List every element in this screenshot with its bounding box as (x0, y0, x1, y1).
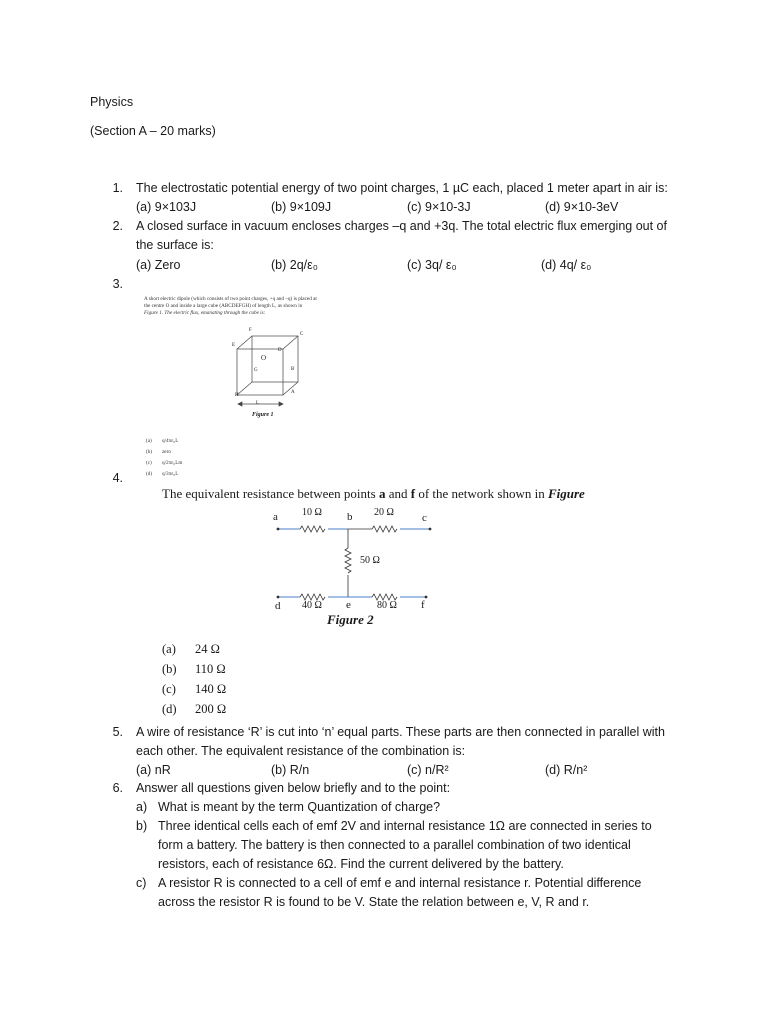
option-d: (d) 4q/ ε₀ (541, 258, 592, 272)
question-text: The equivalent resistance between points a and f of the network shown in Figure (162, 486, 585, 501)
option-label-b: (b) (146, 449, 153, 455)
vertex-label: C (300, 332, 304, 337)
option-label-d: (d) (146, 471, 153, 477)
vertex-label: B (291, 367, 295, 372)
question-number: 5. (112, 725, 123, 739)
node-f-label: f (421, 599, 425, 611)
question-number: 1. (112, 181, 123, 195)
part-b-line-1: Three identical cells each of emf 2V and internal resistance 1Ω are connected in series to (158, 819, 652, 833)
vertex-label: H (235, 393, 239, 398)
vertex-label: E (232, 343, 236, 348)
part-label-a: a) (136, 800, 148, 814)
node-a-dot (277, 528, 280, 531)
node-d-label: d (275, 600, 281, 612)
node-a-label: a (273, 511, 278, 523)
option-a: q/4πε₀L (162, 438, 179, 444)
resistor-be (345, 548, 351, 573)
vertex-label: G (254, 368, 258, 373)
figure-caption: Figure 1 (252, 412, 274, 418)
resistor-ab (300, 526, 325, 532)
node-c-dot (429, 528, 432, 531)
question-text-line-1: A wire of resistance ‘R’ is cut into ‘n’ equal parts. These parts are then connected in parallel with (136, 725, 665, 739)
subject-title: Physics (90, 95, 134, 109)
option-c: (c) 3q/ ε₀ (407, 258, 457, 272)
part-label-c: c) (136, 876, 147, 890)
part-c-line-2: across the resistor R is found to be V. State the relation between e, V, R and r. (158, 895, 590, 909)
question-text-line-2: the surface is: (136, 238, 214, 252)
option-c: (c) 9×10-3J (407, 200, 471, 214)
part-b-line-3: resistors, each of resistance 6Ω. Find the current delivered by the battery. (158, 857, 564, 871)
option-b: (b) R/n (271, 763, 310, 777)
question-number: 6. (112, 781, 123, 795)
figure-caption: Figure 2 (327, 612, 374, 627)
option-b: (b) 2q/ε₀ (271, 258, 318, 272)
length-label: L (256, 401, 260, 406)
question-number: 2. (112, 219, 123, 233)
part-a-text: What is meant by the term Quantization of charge? (158, 800, 441, 814)
node-f-dot (425, 596, 428, 599)
part-b-line-2: form a battery. The battery is then connected to a parallel combination of two identical (158, 838, 631, 852)
question-text: The electrostatic potential energy of two point charges, 1 µC each, placed 1 meter apart in air is: (136, 181, 668, 195)
question-text-line-3: Figure 1. The electric flux, emanating through the cube is: (144, 310, 266, 316)
option-a: 24 Ω (195, 642, 220, 656)
resistor-be-label: 50 Ω (360, 555, 380, 566)
option-d: 200 Ω (195, 702, 227, 716)
option-label-b: (b) (162, 662, 177, 676)
option-a: (a) Zero (136, 258, 181, 272)
option-c: (c) n/R² (407, 763, 449, 777)
option-label-c: (c) (146, 460, 152, 466)
question-text-line-2: each other. The equivalent resistance of the combination is: (136, 744, 466, 758)
option-b: 110 Ω (195, 662, 226, 676)
option-b: zero (162, 449, 171, 455)
resistor-bc (372, 526, 397, 532)
option-d: (d) R/n² (545, 763, 588, 777)
vertex-label: A (291, 390, 295, 395)
part-c-line-1: A resistor R is connected to a cell of emf e and internal resistance r. Potential difference (158, 876, 642, 890)
question-number: 3. (112, 277, 123, 291)
node-b-label: b (347, 511, 353, 523)
question-text-line-1: A short electric dipole (which consists of two point charges, +q and –q) is placed at (144, 296, 317, 302)
resistor-de-label: 40 Ω (302, 600, 322, 611)
question-text-line-1: A closed surface in vacuum encloses charges –q and +3q. The total electric flux emerging out of (136, 219, 667, 233)
option-c: q/2πε₀Lm (162, 460, 183, 466)
question-number: 4. (112, 471, 123, 485)
question-text-line-2: the centre O and inside a large cube (ABCDEFGH) of length L, as shown in (144, 303, 303, 309)
option-b: (b) 9×109J (271, 200, 332, 214)
option-a: (a) 9×103J (136, 200, 197, 214)
node-e-label: e (346, 599, 351, 611)
vertex-label: F (249, 328, 252, 333)
resistor-ef-label: 80 Ω (377, 600, 397, 611)
vertex-label: D (278, 348, 282, 353)
node-d-dot (277, 596, 280, 599)
option-a: (a) nR (136, 763, 171, 777)
option-label-a: (a) (162, 642, 176, 656)
option-label-a: (a) (146, 438, 152, 444)
option-d: q/3πε₀L (162, 471, 179, 477)
part-label-b: b) (136, 819, 148, 833)
resistor-ab-label: 10 Ω (302, 507, 322, 518)
question-intro: Answer all questions given below briefly and to the point: (136, 781, 451, 795)
section-heading: (Section A – 20 marks) (90, 124, 216, 138)
option-d: (d) 9×10-3eV (545, 200, 619, 214)
option-label-c: (c) (162, 682, 176, 696)
node-c-label: c (422, 512, 427, 524)
dipole-center-label: O (261, 354, 267, 362)
option-label-d: (d) (162, 702, 177, 716)
resistor-bc-label: 20 Ω (374, 507, 394, 518)
option-c: 140 Ω (195, 682, 227, 696)
